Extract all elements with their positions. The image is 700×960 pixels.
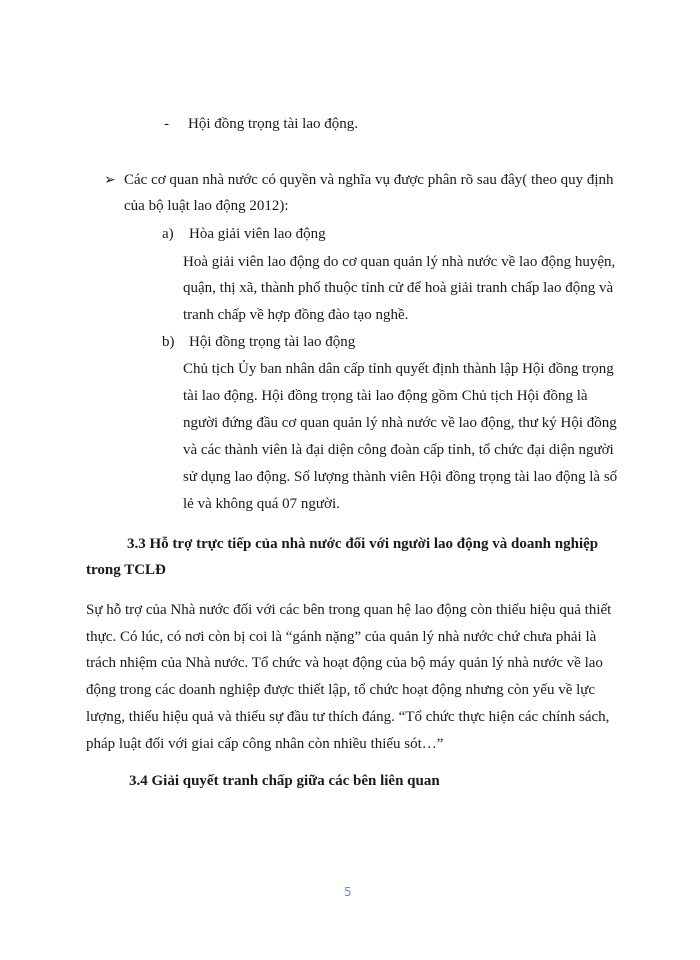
paragraph-line: trách nhiệm của Nhà nước. Tổ chức và hoạt động của bộ máy quản lý nhà nước về lao [86,655,603,671]
sub-b-marker: b) [162,334,175,350]
sub-b-line: và các thành viên là đại diện công đoàn cấp tỉnh, tổ chức đại diện người [183,442,614,458]
paragraph-line: Sự hỗ trợ của Nhà nước đối với các bên trong quan hệ lao động còn thiếu hiệu quả thiết [86,602,612,618]
bullet-line: Các cơ quan nhà nước có quyền và nghĩa vụ được phân rõ sau đây( theo quy định [124,172,614,188]
sub-b-line: Chủ tịch Ủy ban nhân dân cấp tỉnh quyết định thành lập Hội đồng trọng [183,361,614,377]
dash-marker: - [164,116,169,132]
page-number: 5 [344,885,352,899]
heading-line: trong TCLĐ [86,562,166,578]
section-heading-3-4: 3.4 Giải quyết tranh chấp giữa các bên liên quan [129,773,440,789]
sub-b-line: sử dụng lao động. Số lượng thành viên Hội đồng trọng tài lao động là số [183,469,618,485]
sub-b-title: Hội đồng trọng tài lao động [189,334,356,350]
sub-b-line: lẻ và không quá 07 người. [183,496,340,512]
sub-a-marker: a) [162,226,174,242]
sub-b-line: người đứng đầu cơ quan quản lý nhà nước về lao động, thư ký Hội đồng [183,415,617,431]
paragraph-line: lượng, thiếu hiệu quả và thiếu sự đầu tư thích đáng. “Tổ chức thực hiện các chính sách, [86,709,610,725]
dash-item-text: Hội đồng trọng tài lao động. [188,116,358,132]
sub-a-line: quận, thị xã, thành phố thuộc tỉnh cử để hoà giải tranh chấp lao động và [183,280,614,296]
paragraph-line: pháp luật đối với giai cấp công nhân còn nhiều thiếu sót…” [86,736,444,752]
bullet-line: của bộ luật lao động 2012): [124,198,289,214]
arrow-bullet-icon: ➢ [104,172,116,188]
paragraph-line: thực. Có lúc, có nơi còn bị coi là “gánh nặng” của quản lý nhà nước chứ chưa phải là [86,629,597,645]
sub-a-title: Hòa giải viên lao động [189,226,326,242]
sub-b-line: tài lao động. Hội đồng trọng tài lao động gồm Chủ tịch Hội đồng là [183,388,588,404]
heading-line: 3.3 Hỗ trợ trực tiếp của nhà nước đối với người lao động và doanh nghiệp [127,536,599,552]
sub-a-line: tranh chấp về hợp đồng đào tạo nghề. [183,307,409,323]
sub-a-line: Hoà giải viên lao động do cơ quan quản lý nhà nước về lao động huyện, [183,254,616,270]
paragraph-line: động trong các doanh nghiệp được thiết lập, tổ chức hoạt động nhưng còn yếu về lực [86,682,596,698]
